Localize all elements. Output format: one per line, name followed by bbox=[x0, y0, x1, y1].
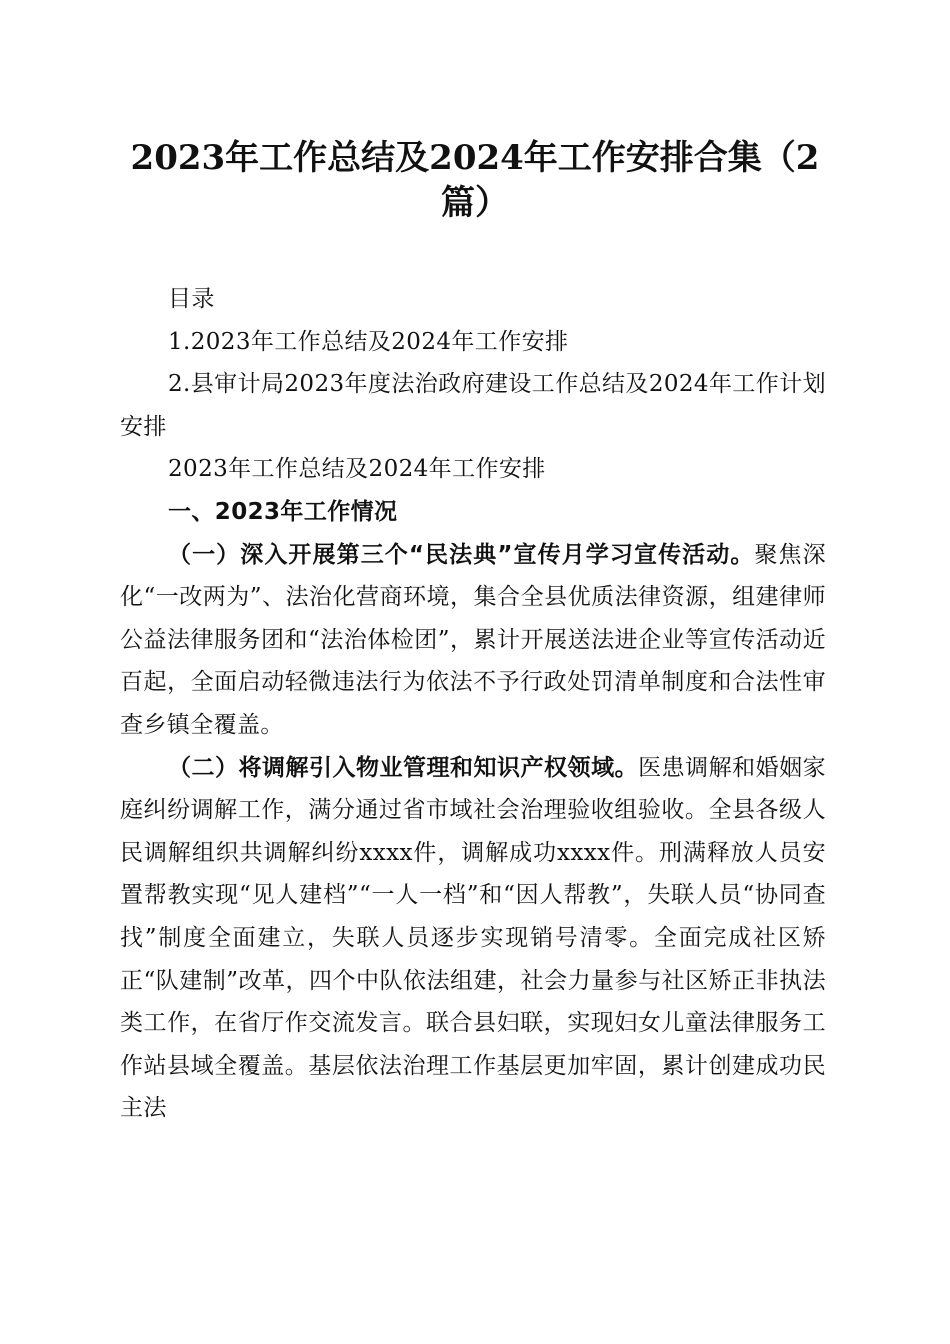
toc-heading: 目录 bbox=[168, 286, 215, 312]
paragraph-2-text: 医患调解和婚姻家庭纠纷调解工作，满分通过省市域社会治理验收组验收。全县各级人民调解组织共调解纠纷xxxx件，调解成功xxxx件。刑满释放人员安置帮教实现“见人建档”“一人一档”和“因人帮教”，失联人员“协同查找”制度全面建立，失联人员逐步实现销号清零。全面完成社区矫正“队建制”改革，四个中队依法组建，社会力量参与社区矫正非执法类工作，在省厅作交流发言。联合县妇联，实现妇女儿童法律服务工作站县域全覆盖。基层依法治理工作基层更加牢固，累计创建成功民主法 bbox=[120, 754, 827, 1122]
paragraph-2-lead: （二）将调解引入物业管理和知识产权领域。 bbox=[168, 754, 639, 781]
section-heading: 一、2023年工作情况 bbox=[168, 498, 398, 525]
paragraph-2 bbox=[120, 747, 826, 1130]
paragraph-1-lead: （一）深入开展第三个“民法典”宣传月学习宣传活动。 bbox=[168, 541, 755, 568]
paragraph-1 bbox=[120, 534, 826, 747]
toc-item-2: 2.县审计局2023年度法治政府建设工作总结及2024年工作计划安排 bbox=[120, 371, 826, 440]
paragraph-1-text: 聚焦深化“一改两为”、法治化营商环境，集合全县优质法律资源，组建律师公益法律服务团和“法治体检团”，累计开展送法进企业等宣传活动近百起，全面启动轻微违法行为依法不予行政处罚清单制度和合法性审查乡镇全覆盖。 bbox=[120, 541, 826, 738]
document-title: 2023年工作总结及2024年工作安排合集（2篇） bbox=[130, 138, 820, 223]
toc-item-1: 1.2023年工作总结及2024年工作安排 bbox=[168, 328, 569, 355]
article-title: 2023年工作总结及2024年工作安排 bbox=[168, 456, 546, 483]
document-body bbox=[120, 278, 826, 1130]
